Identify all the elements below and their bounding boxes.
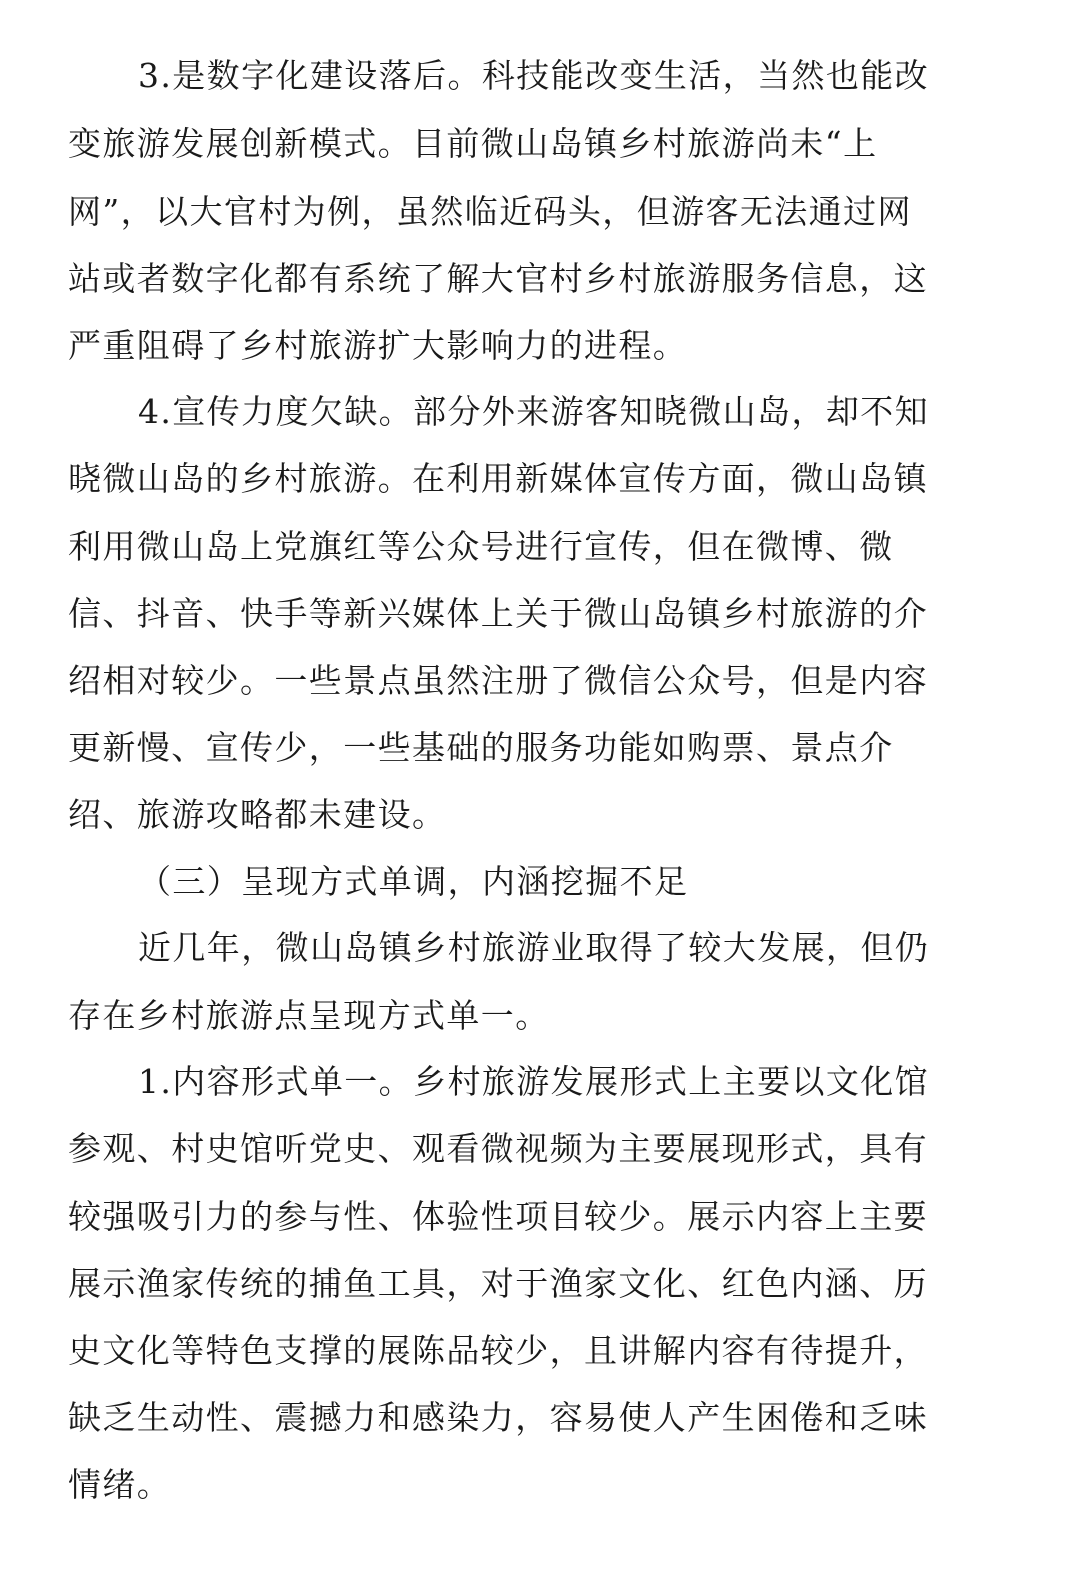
text-line: 变旅游发展创新模式。目前微山岛镇乡村旅游尚未“上 [68, 124, 878, 163]
text-line: 信、抖音、快手等新兴媒体上关于微山岛镇乡村旅游的介 [68, 594, 928, 633]
text-line: 利用微山岛上党旗红等公众号进行宣传，但在微博、微 [68, 527, 894, 566]
text-line: 缺乏生动性、震撼力和感染力，容易使人产生困倦和乏味 [68, 1398, 928, 1437]
text-line: 近几年，微山岛镇乡村旅游业取得了较大发展，但仍 [138, 928, 930, 967]
section-heading: （三）呈现方式单调，内涵挖掘不足 [138, 862, 689, 901]
text-line: 网”，以大官村为例，虽然临近码头，但游客无法通过网 [68, 192, 912, 231]
text-line: 3.是数字化建设落后。科技能改变生活，当然也能改 [138, 56, 930, 95]
text-line: 绍、旅游攻略都未建设。 [68, 795, 447, 834]
text-line: 史文化等特色支撑的展陈品较少，且讲解内容有待提升， [68, 1331, 928, 1370]
text-line: 4.宣传力度欠缺。部分外来游客知晓微山岛，却不知 [138, 392, 930, 431]
text-line: 展示渔家传统的捕鱼工具，对于渔家文化、红色内涵、历 [68, 1264, 928, 1303]
text-line: 更新慢、宣传少，一些基础的服务功能如购票、景点介 [68, 728, 894, 767]
text-line: 站或者数字化都有系统了解大官村乡村旅游服务信息，这 [68, 259, 928, 298]
text-line: 参观、村史馆听党史、观看微视频为主要展现形式，具有 [68, 1129, 928, 1168]
text-line: 严重阻碍了乡村旅游扩大影响力的进程。 [68, 326, 688, 365]
text-line: 绍相对较少。一些景点虽然注册了微信公众号，但是内容 [68, 661, 928, 700]
text-line: 晓微山岛的乡村旅游。在利用新媒体宣传方面，微山岛镇 [68, 459, 928, 498]
text-line: 存在乡村旅游点呈现方式单一。 [68, 996, 550, 1035]
text-line: 1.内容形式单一。乡村旅游发展形式上主要以文化馆 [138, 1062, 930, 1101]
text-line: 情绪。 [68, 1465, 172, 1504]
text-line: 较强吸引力的参与性、体验性项目较少。展示内容上主要 [68, 1197, 928, 1236]
